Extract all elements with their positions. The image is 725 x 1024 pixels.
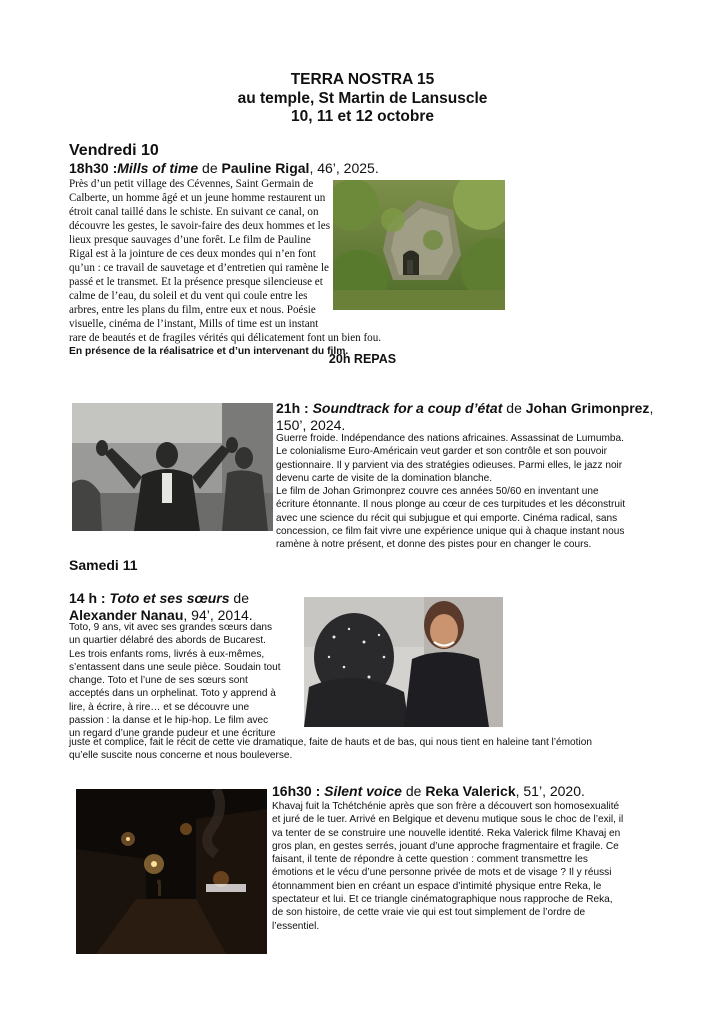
film-heading-soundtrack [276,400,666,434]
film-meta: , 46’, 2025. [309,160,379,176]
film-comma: , [649,400,654,416]
desc-line: visuelle, cinéma de l’instant, Mills of time est un instant [69,318,319,330]
desc-line: Près d’un petit village des Cévennes, Saint Germain de [69,178,314,190]
desc-line: Le colonialisme Euro-Américain veut garder et son contrôle et son pouvoir [276,446,608,458]
film-heading-silent-voice [272,783,672,800]
desc-line: étroit canal taillé dans le schiste. En suivant ce canal, on [69,206,319,218]
meal-announcement: 20h REPAS [328,352,397,366]
desc-line: qu’un : ce travail de sauvetage et d’entretien qui ramène le [69,262,329,274]
desc-line: va tenter de se construire une nouvelle identité. Reka Valerick filme Khavaj en [272,827,621,839]
desc-line: Guerre froide. Indépendance des nations africaines. Assassinat de Lumumba. [276,433,624,444]
desc-line: avec une science du récit qui subjugue et qui emporte. Cinéma radical, sans [276,512,618,524]
film-director: Alexander Nanau [69,607,184,623]
film-description-toto [69,621,304,741]
desc-line: Calberte, un homme âgé et un jeune homme restaurent un [69,192,326,204]
film-time: 14 h : [69,590,106,606]
film-de: de [401,783,426,799]
film-still-silent-voice [76,789,267,954]
film-description-toto-continued [69,736,669,763]
desc-line: lire, à écrire, à rire… et se découvre une [69,701,250,713]
desc-line: faisant, il tente de répondre à cette question : comment transmettre les [272,854,588,866]
desc-line: passion : la danse et le hip-hop. Le film avec [69,715,269,727]
desc-line: l’essentiel. [272,920,320,932]
film-still-mills-of-time [333,180,505,310]
film-heading-mills-of-time [69,160,379,177]
film-note: En présence de la réalisatrice et d’un intervenant du film. [69,346,349,357]
film-title: Soundtrack for a coup d’état [312,400,503,416]
film-meta: , 94’, 2014. [183,607,253,623]
desc-line: spectateur et lui. Et ce triangle cinématographique nous rapproche de Reka, [272,894,613,906]
film-director: Pauline Rigal [221,160,310,176]
desc-line: s’entassent dans une seule pièce. Soudain tout [69,661,281,673]
festival-title: TERRA NOSTRA 15 [290,71,435,88]
film-still-toto [304,597,503,727]
film-de: de [198,160,222,176]
desc-line: un quartier délabré des abords de Bucarest. [69,635,266,647]
desc-line: Rigal est à la jointure de ces deux mondes qui n’en font [69,248,316,260]
film-time: 16h30 : [272,783,321,799]
film-still-soundtrack-coup-detat [72,403,273,531]
desc-line: Toto, 9 ans, vit avec ses grandes sœurs dans [69,622,273,633]
film-description-silent-voice [272,800,672,933]
desc-line: un regard d’une grande pudeur et une écriture [69,728,276,740]
festival-venue: au temple, St Martin de Lansuscle [237,90,488,107]
film-time: 21h : [276,400,309,416]
desc-line: Le film de Johan Grimonprez couvre ces années 50/60 en inventant une [276,486,599,498]
desc-line: de son histoire, de cette vraie vie qui est tout simplement de l’ordre de [272,907,586,919]
desc-line: arbres, entre les plans du film, entre eux et nous. Poésie [69,304,316,316]
desc-line: devenu carte de visite de la domination blanche. [276,472,493,484]
film-heading-toto [69,590,309,624]
desc-line: étonnamment bien en créant un espace d’intimité physique entre Reka, le [272,880,602,892]
film-description-mills-of-time [69,177,382,359]
desc-line: acceptés dans un orphelinat. Toto y apprend à [69,688,276,700]
film-title: Mills of time [117,160,199,176]
desc-line: passé et le transmet. Et la présence presque silencieuse et [69,276,323,288]
film-title: Toto et ses sœurs [109,590,230,606]
desc-line: rare de beautés et de fragiles vérités qui délicatement font un bien fou. [69,332,382,344]
desc-line: lieux presque sauvages d’une forêt. Le film de Pauline [69,234,311,246]
desc-line: découvre les gestes, le savoir-faire des deux hommes et les [69,220,331,232]
desc-line: gros plan, en gestes serrés, jouant d’une approche fragmentaire et fragile. Ce [272,840,619,852]
film-title: Silent voice [324,783,402,799]
desc-line: Khavaj fuit la Tchétchénie après que son frère a découvert son homosexualité [272,801,620,812]
film-meta: , 51’, 2020. [515,783,585,799]
desc-line: calme de l’eau, du soleil et du vent qui coule entre les [69,290,308,302]
desc-line: juste et complice, fait le récit de cette vie dramatique, faite de hauts et de bas, qui nous tient en haleine tant l’émotion [69,737,592,748]
desc-line: Les trois enfants roms, livrés à eux-mêmes, [69,648,265,660]
desc-line: émotions et le vécu d’une personne privée de mots et de visage ? Il y réussi [272,867,612,879]
desc-line: et juré de le tuer. Arrivé en Belgique et devenu mutique sous le choc de l’exil, il [272,814,624,826]
desc-line: écriture étonnante. Il nous plonge au cœur de ces turpitudes et les déconstruit [276,499,625,511]
film-description-soundtrack [276,432,676,552]
film-director: Reka Valerick [425,783,516,799]
desc-line: qu’elle suscite nous concerne et nous bouleverse. [69,750,293,762]
festival-dates: 10, 11 et 12 octobre [290,108,435,125]
day-heading-friday: Vendredi 10 [69,142,159,159]
film-meta: 150’, 2024. [276,417,346,433]
film-director: Johan Grimonprez [525,400,650,416]
desc-line: ramène à notre présent, et donne des pistes pour en changer le cours. [276,539,592,551]
film-de: de [502,400,526,416]
film-time: 18h30 : [69,160,118,176]
desc-line: concession, ce film fait vivre une expérience unique qui à chaque instant nous [276,526,625,538]
film-de: de [229,590,249,606]
desc-line: gestionnaire. Il y parvient via des stratégies odieuses. Parmi elles, le jazz noir [276,459,623,471]
day-heading-saturday: Samedi 11 [69,557,138,573]
desc-line: change. Toto et l’une de ses sœurs sont [69,675,248,687]
